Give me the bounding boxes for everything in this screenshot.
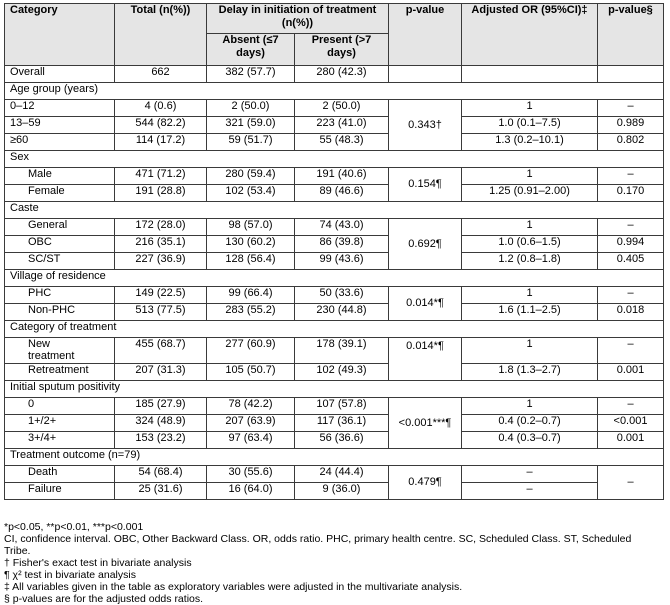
cell-p2: – [598, 338, 664, 364]
footnotes [4, 521, 666, 605]
cell-total: 4 (0.6) [115, 100, 207, 117]
table-row [5, 219, 664, 236]
row-label: PHC [5, 287, 115, 304]
cell-total: 185 (27.9) [115, 398, 207, 415]
cell-present: 56 (36.6) [295, 432, 389, 449]
section-title: Sex [5, 151, 664, 168]
table-row [5, 185, 664, 202]
cell-empty [389, 66, 462, 83]
cell-present: 89 (46.6) [295, 185, 389, 202]
cell-aor: 1.0 (0.6–1.5) [462, 236, 598, 253]
cell-absent: 30 (55.6) [207, 466, 295, 483]
cell-absent: 99 (66.4) [207, 287, 295, 304]
table-row [5, 66, 664, 83]
cell-present: 102 (49.3) [295, 364, 389, 381]
cell-aor: 0.4 (0.2–0.7) [462, 415, 598, 432]
cell-present: 178 (39.1) [295, 338, 389, 364]
cell-total: 227 (36.9) [115, 253, 207, 270]
cell-absent: 59 (51.7) [207, 134, 295, 151]
cell-total: 544 (82.2) [115, 117, 207, 134]
row-label: ≥60 [5, 134, 115, 151]
row-label: Male [5, 168, 115, 185]
cell-p2: 0.001 [598, 364, 664, 381]
footnote-significance: *p<0.05, **p<0.01, ***p<0.001 [4, 521, 144, 533]
header-pvalue: p-value [389, 4, 462, 66]
cell-absent: 16 (64.0) [207, 483, 295, 500]
cell-aor: 1.8 (1.3–2.7) [462, 364, 598, 381]
cell-pvalue: 0.014*¶ [389, 287, 462, 321]
row-label-line: treatment [28, 350, 75, 362]
cell-p2: 0.994 [598, 236, 664, 253]
cell-aor: 1 [462, 287, 598, 304]
cell-absent: 321 (59.0) [207, 117, 295, 134]
cell-total: 172 (28.0) [115, 219, 207, 236]
cell-p2: – [598, 168, 664, 185]
section-title: Caste [5, 202, 664, 219]
table-row [5, 287, 664, 304]
row-label-line: New [28, 338, 51, 350]
row-label: 13–59 [5, 117, 115, 134]
footnote-chi-square: ¶ χ² test in bivariate analysis [4, 569, 136, 581]
table-row [5, 338, 664, 364]
row-label: General [5, 219, 115, 236]
header-total: Total (n(%)) [115, 4, 207, 66]
table-row [5, 398, 664, 415]
cell-p2: 0.018 [598, 304, 664, 321]
cell-absent: 102 (53.4) [207, 185, 295, 202]
cell-aor: 1.3 (0.2–10.1) [462, 134, 598, 151]
cell-aor: – [462, 483, 598, 500]
cell-p2: 0.170 [598, 185, 664, 202]
cell-aor: 1 [462, 168, 598, 185]
row-label: Non-PHC [5, 304, 115, 321]
cell-absent: 283 (55.2) [207, 304, 295, 321]
cell-total: 207 (31.3) [115, 364, 207, 381]
cell-present: 55 (48.3) [295, 134, 389, 151]
section-title: Treatment outcome (n=79) [5, 449, 664, 466]
row-label: Death [5, 466, 115, 483]
cell-empty [462, 66, 598, 83]
header-present: Present (>7 days) [295, 34, 389, 66]
cell-present: 74 (43.0) [295, 219, 389, 236]
table-row [5, 236, 664, 253]
cell-aor: 0.4 (0.3–0.7) [462, 432, 598, 449]
cell-present: 86 (39.8) [295, 236, 389, 253]
cell-absent: 277 (60.9) [207, 338, 295, 364]
cell-total: 153 (23.2) [115, 432, 207, 449]
cell-aor: 1.6 (1.1–2.5) [462, 304, 598, 321]
cell-p2: – [598, 466, 664, 500]
row-label: 0 [5, 398, 115, 415]
footnote-pvalues: § p-values are for the adjusted odds ratios. [4, 593, 204, 605]
cell-absent: 128 (56.4) [207, 253, 295, 270]
footnote-abbreviations-cont: Tribe. [4, 545, 31, 557]
cell-present: 24 (44.4) [295, 466, 389, 483]
cell-present: 50 (33.6) [295, 287, 389, 304]
footnote-abbreviations: CI, confidence interval. OBC, Other Backward Class. OR, odds ratio. PHC, primary health centre. SC, Scheduled Class. ST, Scheduled [4, 533, 632, 545]
row-label: OBC [5, 236, 115, 253]
table-row [5, 466, 664, 483]
footnote-adjusted: ‡ All variables given in the table as exploratory variables were adjusted in the multivariate analysis. [4, 581, 463, 593]
cell-total: 54 (68.4) [115, 466, 207, 483]
row-label: 0–12 [5, 100, 115, 117]
cell-present: 230 (44.8) [295, 304, 389, 321]
table-row [5, 304, 664, 321]
cell-aor: 1 [462, 398, 598, 415]
cell-p2: <0.001 [598, 415, 664, 432]
cell-aor: 1 [462, 338, 598, 364]
cell-present: 191 (40.6) [295, 168, 389, 185]
table-row [5, 253, 664, 270]
cell-absent: 97 (63.4) [207, 432, 295, 449]
cell-p2: – [598, 287, 664, 304]
cell-absent: 130 (60.2) [207, 236, 295, 253]
table-row [5, 168, 664, 185]
table-row [5, 432, 664, 449]
row-label [5, 338, 115, 364]
cell-total: 149 (22.5) [115, 287, 207, 304]
cell-present: 117 (36.1) [295, 415, 389, 432]
cell-absent: 2 (50.0) [207, 100, 295, 117]
cell-absent: 105 (50.7) [207, 364, 295, 381]
cell-present: 223 (41.0) [295, 117, 389, 134]
section-title: Village of residence [5, 270, 664, 287]
row-label: Overall [5, 66, 115, 83]
cell-present: 107 (57.8) [295, 398, 389, 415]
cell-pvalue: 0.479¶ [389, 466, 462, 500]
cell-aor: 1 [462, 100, 598, 117]
cell-absent: 280 (59.4) [207, 168, 295, 185]
cell-p2: – [598, 100, 664, 117]
table-row [5, 364, 664, 381]
cell-total: 216 (35.1) [115, 236, 207, 253]
cell-aor: – [462, 466, 598, 483]
cell-pvalue: 0.014*¶ [389, 338, 462, 381]
cell-pvalue: 0.343† [389, 100, 462, 151]
cell-empty [598, 66, 664, 83]
cell-aor: 1.25 (0.91–2.00) [462, 185, 598, 202]
header-absent: Absent (≤7 days) [207, 34, 295, 66]
cell-absent: 207 (63.9) [207, 415, 295, 432]
cell-p2: 0.989 [598, 117, 664, 134]
cell-absent: 78 (42.2) [207, 398, 295, 415]
cell-aor: 1.0 (0.1–7.5) [462, 117, 598, 134]
cell-total: 662 [115, 66, 207, 83]
cell-aor: 1 [462, 219, 598, 236]
row-label: Retreatment [5, 364, 115, 381]
table-row [5, 134, 664, 151]
table-row [5, 117, 664, 134]
row-label: 1+/2+ [5, 415, 115, 432]
cell-total: 324 (48.9) [115, 415, 207, 432]
cell-present: 9 (36.0) [295, 483, 389, 500]
cell-present: 280 (42.3) [295, 66, 389, 83]
section-title: Age group (years) [5, 83, 664, 100]
footnote-fisher: † Fisher's exact test in bivariate analysis [4, 557, 192, 569]
header-category: Category [5, 4, 115, 66]
header-delay: Delay in initiation of treatment (n(%)) [207, 4, 389, 34]
results-table [4, 3, 664, 500]
cell-absent: 98 (57.0) [207, 219, 295, 236]
cell-pvalue: 0.154¶ [389, 168, 462, 202]
cell-pvalue: <0.001***¶ [389, 398, 462, 449]
row-label: SC/ST [5, 253, 115, 270]
cell-absent: 382 (57.7) [207, 66, 295, 83]
section-title: Initial sputum positivity [5, 381, 664, 398]
cell-total: 455 (68.7) [115, 338, 207, 364]
cell-total: 191 (28.8) [115, 185, 207, 202]
row-label: Female [5, 185, 115, 202]
section-title: Category of treatment [5, 321, 664, 338]
cell-pvalue: 0.692¶ [389, 219, 462, 270]
cell-total: 114 (17.2) [115, 134, 207, 151]
table-row [5, 100, 664, 117]
cell-p2: 0.802 [598, 134, 664, 151]
header-adjusted-or: Adjusted OR (95%CI)‡ [462, 4, 598, 66]
cell-p2: 0.001 [598, 432, 664, 449]
cell-total: 471 (71.2) [115, 168, 207, 185]
cell-present: 2 (50.0) [295, 100, 389, 117]
table-row [5, 415, 664, 432]
cell-p2: – [598, 219, 664, 236]
cell-p2: – [598, 398, 664, 415]
cell-aor: 1.2 (0.8–1.8) [462, 253, 598, 270]
cell-total: 25 (31.6) [115, 483, 207, 500]
cell-total: 513 (77.5) [115, 304, 207, 321]
header-pvalue-adjusted: p-value§ [598, 4, 664, 66]
cell-present: 99 (43.6) [295, 253, 389, 270]
cell-p2: 0.405 [598, 253, 664, 270]
row-label: 3+/4+ [5, 432, 115, 449]
table-row [5, 483, 664, 500]
row-label: Failure [5, 483, 115, 500]
